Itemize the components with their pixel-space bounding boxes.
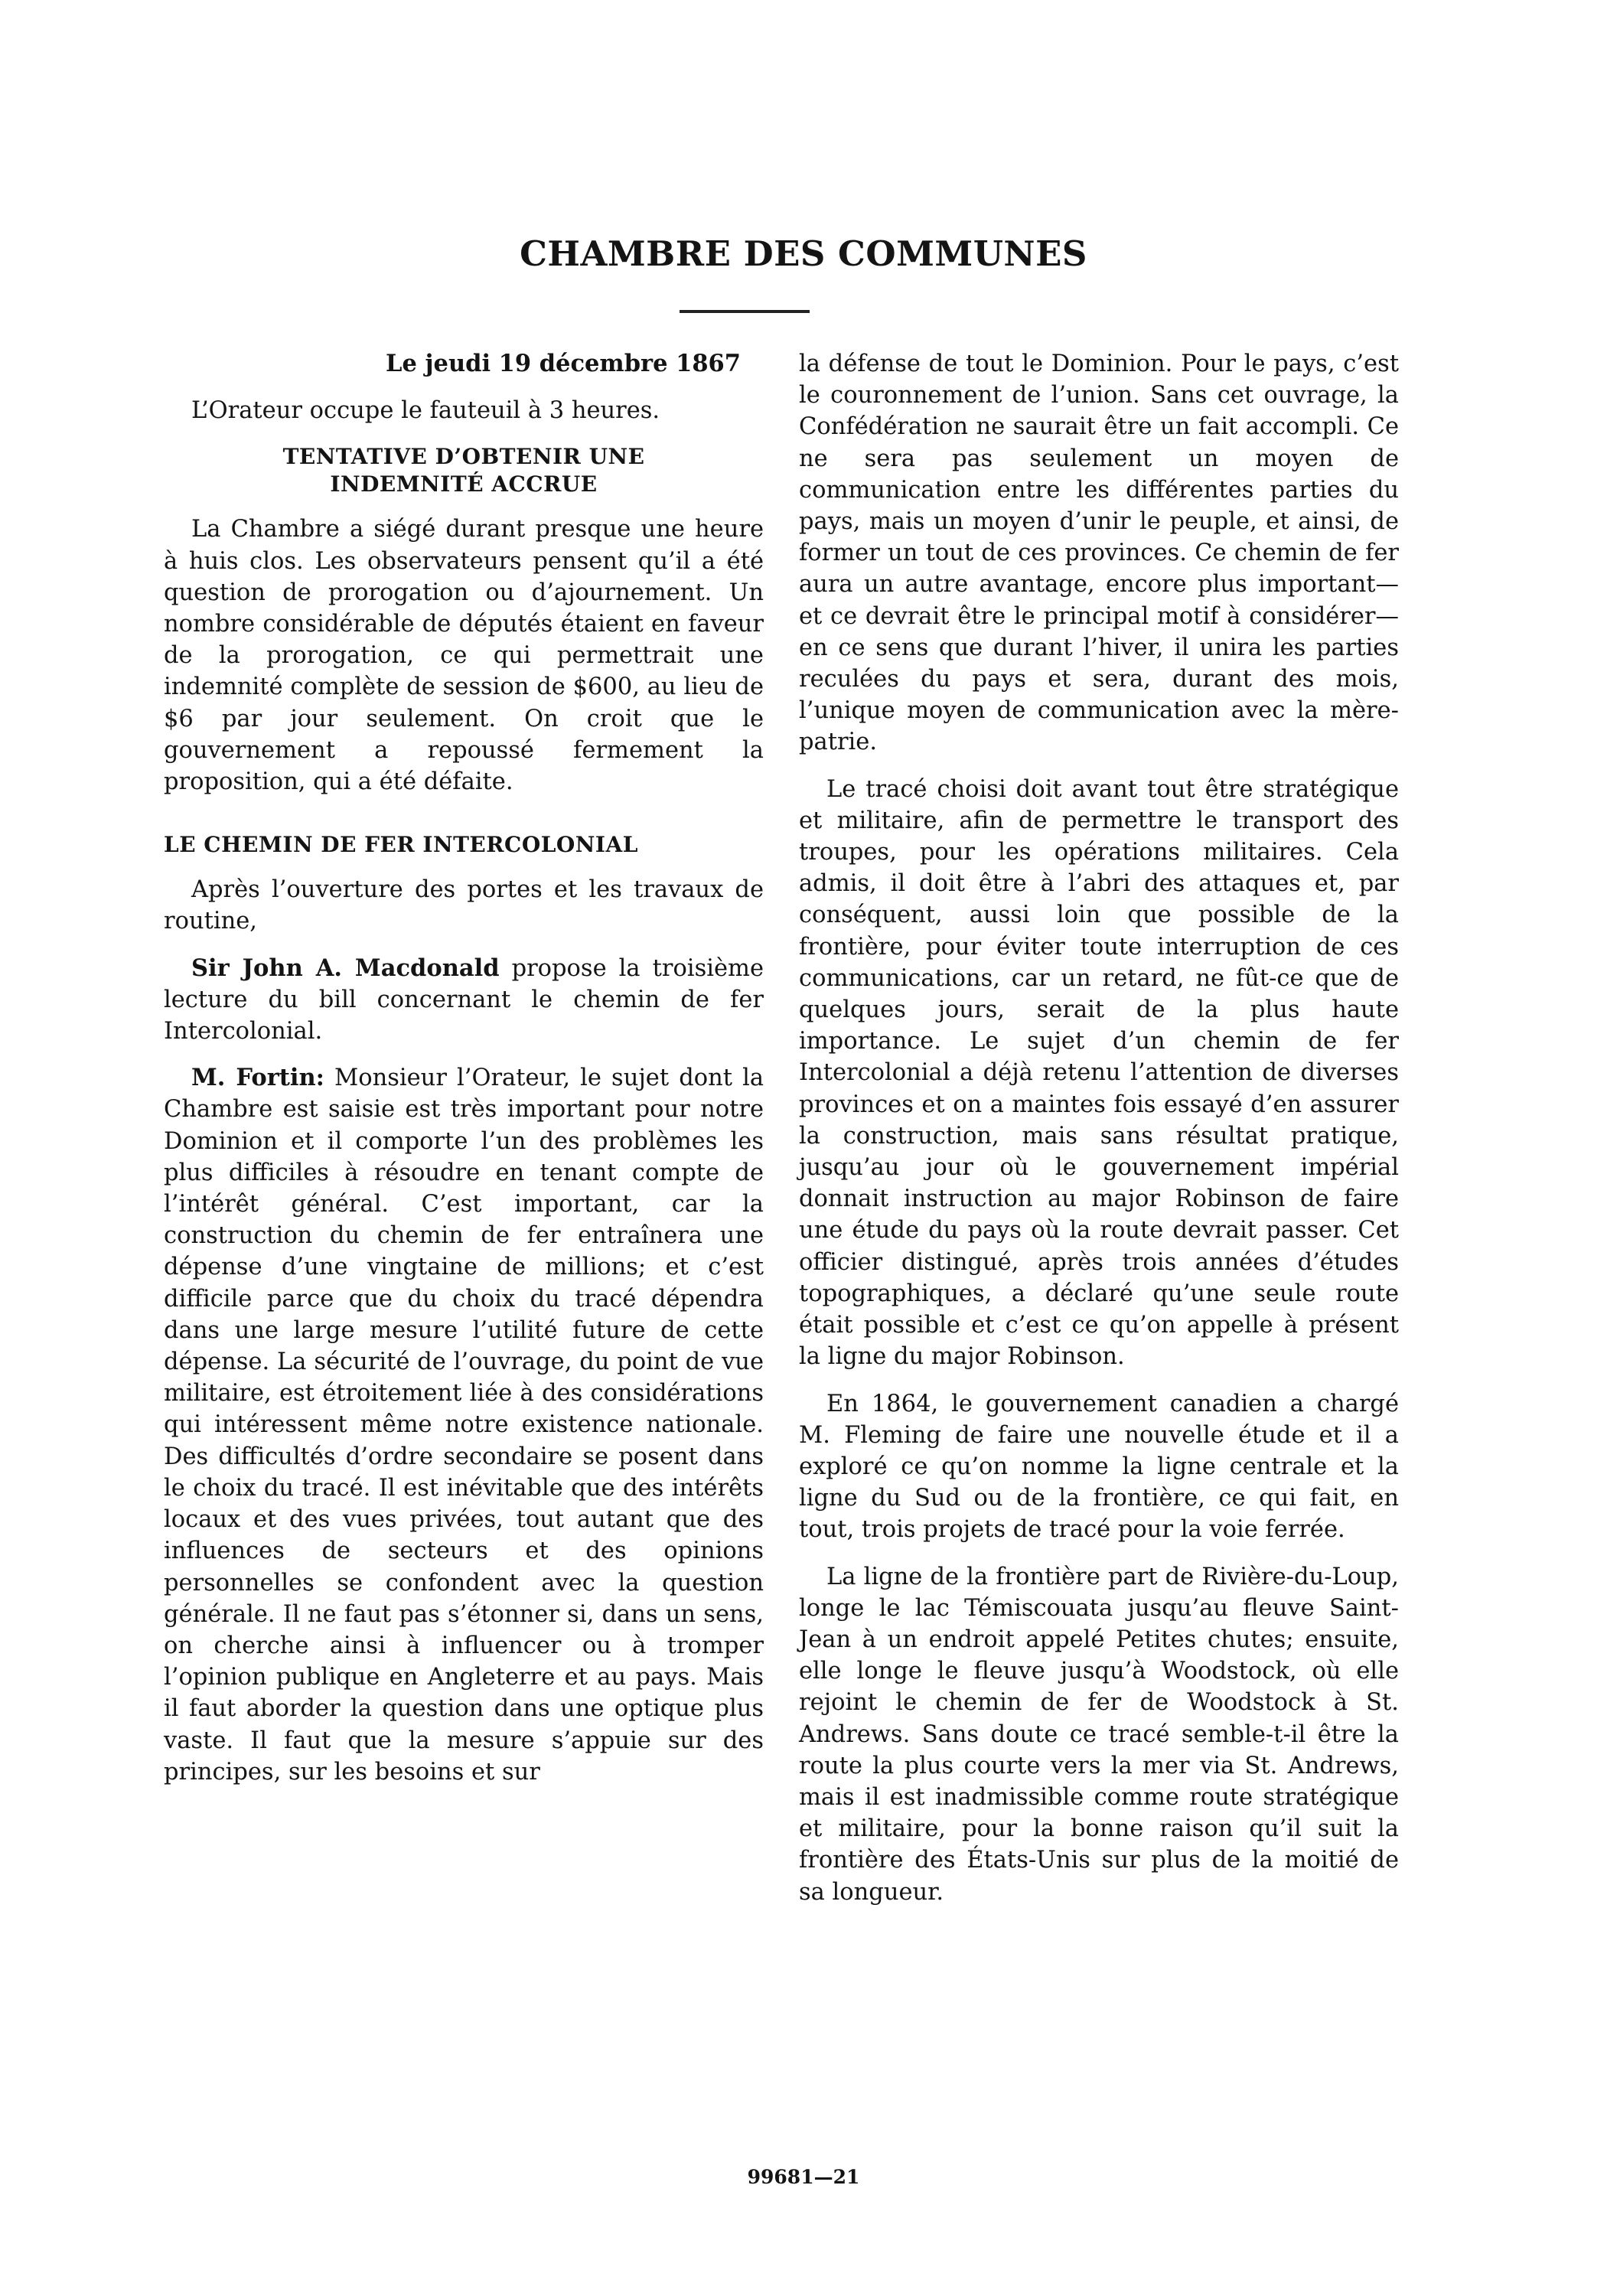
right-column bbox=[799, 348, 1399, 1923]
left-column bbox=[164, 348, 764, 1803]
page-title: CHAMBRE DES COMMUNES bbox=[520, 233, 1087, 274]
fortin-text: Monsieur l’Orateur, le sujet dont la Chambre est saisie est très important pour notre Dominion et il comporte l’un des problèmes les plus difficiles à résoudre en tenant compte de l’intérêt général. C’est important, car la construction du chemin de fer entraînera une dépense d’une vingtaine de millions; et c’est difficile parce que du choix du tracé dépendra dans une large mesure l’utilité future de cette dépense. La sécurité de l’ouvrage, du point de vue militaire, est étroitement liée à des considérations qui intéressent même notre existence nationale. Des difficultés d’ordre secondaire se posent dans le choix du tracé. Il est inévitable que des intérêts locaux et des vues privées, tout autant que des influences de secteurs et des opinions personnelles se confondent avec la question générale. Il ne faut pas s’étonner si, dans un sens, on cherche ainsi à influencer ou à tromper l’opinion publique en Angleterre et au pays. Mais il faut aborder la question dans une optique plus vaste. Il faut que la mesure s’appuie sur des principes, sur les besoins et sur bbox=[164, 1065, 764, 1786]
speaker-fortin: M. Fortin: bbox=[191, 1064, 324, 1092]
paragraph-routine: Après l’ouverture des portes et les travaux de routine, bbox=[164, 876, 764, 935]
paragraph-1864: En 1864, le gouvernement canadien a chargé M. Fleming de faire une nouvelle étude et il a exploré ce qu’on nomme la ligne centrale et la ligne du Sud ou de la frontière, ce qui fait, en tout, trois projets de tracé pour la voie ferrée. bbox=[799, 1390, 1399, 1544]
speaker-macdonald: Sir John A. Macdonald bbox=[191, 954, 500, 982]
page-number: 99681—21 bbox=[747, 2166, 860, 2188]
paragraph-trace: Le tracé choisi doit avant tout être stratégique et militaire, afin de permettre le transport des troupes, pour les opérations militaires. Cela admis, il doit être à l’abri des attaques et, par conséquent, aussi loin que possible de la frontière, pour éviter toute interruption de ces communications, car un retard, ne fût-ce que de quelques jours, serait de la plus haute importance. Le sujet d’un chemin de fer Intercolonial a déjà retenu l’attention de diverses provinces et on a maintes fois essayé d’en assurer la construction, mais sans résultat pratique, jusqu’au jour où le gouvernement impérial donnait instruction au major Robinson de faire une étude du pays où la route devrait passer. Cet officier distingué, après trois années d’études topographiques, a déclaré qu’une seule route était possible et c’est ce qu’on appelle à présent la ligne du major Robinson. bbox=[799, 775, 1399, 1371]
session-date: Le jeudi 19 décembre 1867 bbox=[386, 350, 741, 377]
paragraph-frontiere: La ligne de la frontière part de Rivière-du-Loup, longe le lac Témiscouata jusqu’au fleuve Saint-Jean à un endroit appelé Petites chutes; ensuite, elle longe le fleuve jusqu’à Woodstock, où elle rejoint le chemin de fer de Woodstock à St. Andrews. Sans doute ce tracé semble-t-il être la route la plus courte vers la mer via St. Andrews, mais il est inadmissible comme route stratégique et militaire, pour la bonne raison qu’il suit la frontière des États-Unis sur plus de la moitié de sa longueur. bbox=[799, 1563, 1399, 1906]
paragraph-motion bbox=[164, 953, 764, 1048]
section-heading-line-1: TENTATIVE D’OBTENIR UNE bbox=[282, 444, 645, 470]
motion-text: propose la troisième lecture du bill concernant le chemin de fer Intercolonial. bbox=[164, 954, 764, 1045]
paragraph-huis-clos: La Chambre a siégé durant presque une heure à huis clos. Les observateurs pensent qu’il a été question de prorogation ou d’ajournement. Un nombre considérable de députés étaient en faveur de la prorogation, ce qui permettrait une indemnité complète de session de $600, au lieu de $6 par jour seulement. On croit que le gouvernement a repoussé fermement la proposition, qui a été défaite. bbox=[164, 516, 764, 796]
section-heading-line-2: INDEMNITÉ ACCRUE bbox=[330, 471, 598, 497]
section-heading-indemnite bbox=[164, 443, 764, 498]
opening-line: L’Orateur occupe le fauteuil à 3 heures. bbox=[191, 397, 660, 425]
paragraph-fortin bbox=[164, 1062, 764, 1788]
title-rule bbox=[680, 310, 810, 313]
section-heading-intercolonial: LE CHEMIN DE FER INTERCOLONIAL bbox=[164, 832, 638, 858]
paragraph-continuation: la défense de tout le Dominion. Pour le pays, c’est le couronnement de l’union. Sans cet ouvrage, la Confédération ne saurait être un fait accompli. Ce ne sera pas seulement un moyen de communication entre les différentes parties du pays, mais un moyen d’unir le peuple, et ainsi, de former un tout de ces provinces. Ce chemin de fer aura un autre avantage, encore plus important—et ce devrait être le principal motif à considérer—en ce sens que durant l’hiver, il unira les parties reculées du pays et sera, durant des mois, l’unique moyen de communication avec la mère-patrie. bbox=[799, 351, 1399, 756]
